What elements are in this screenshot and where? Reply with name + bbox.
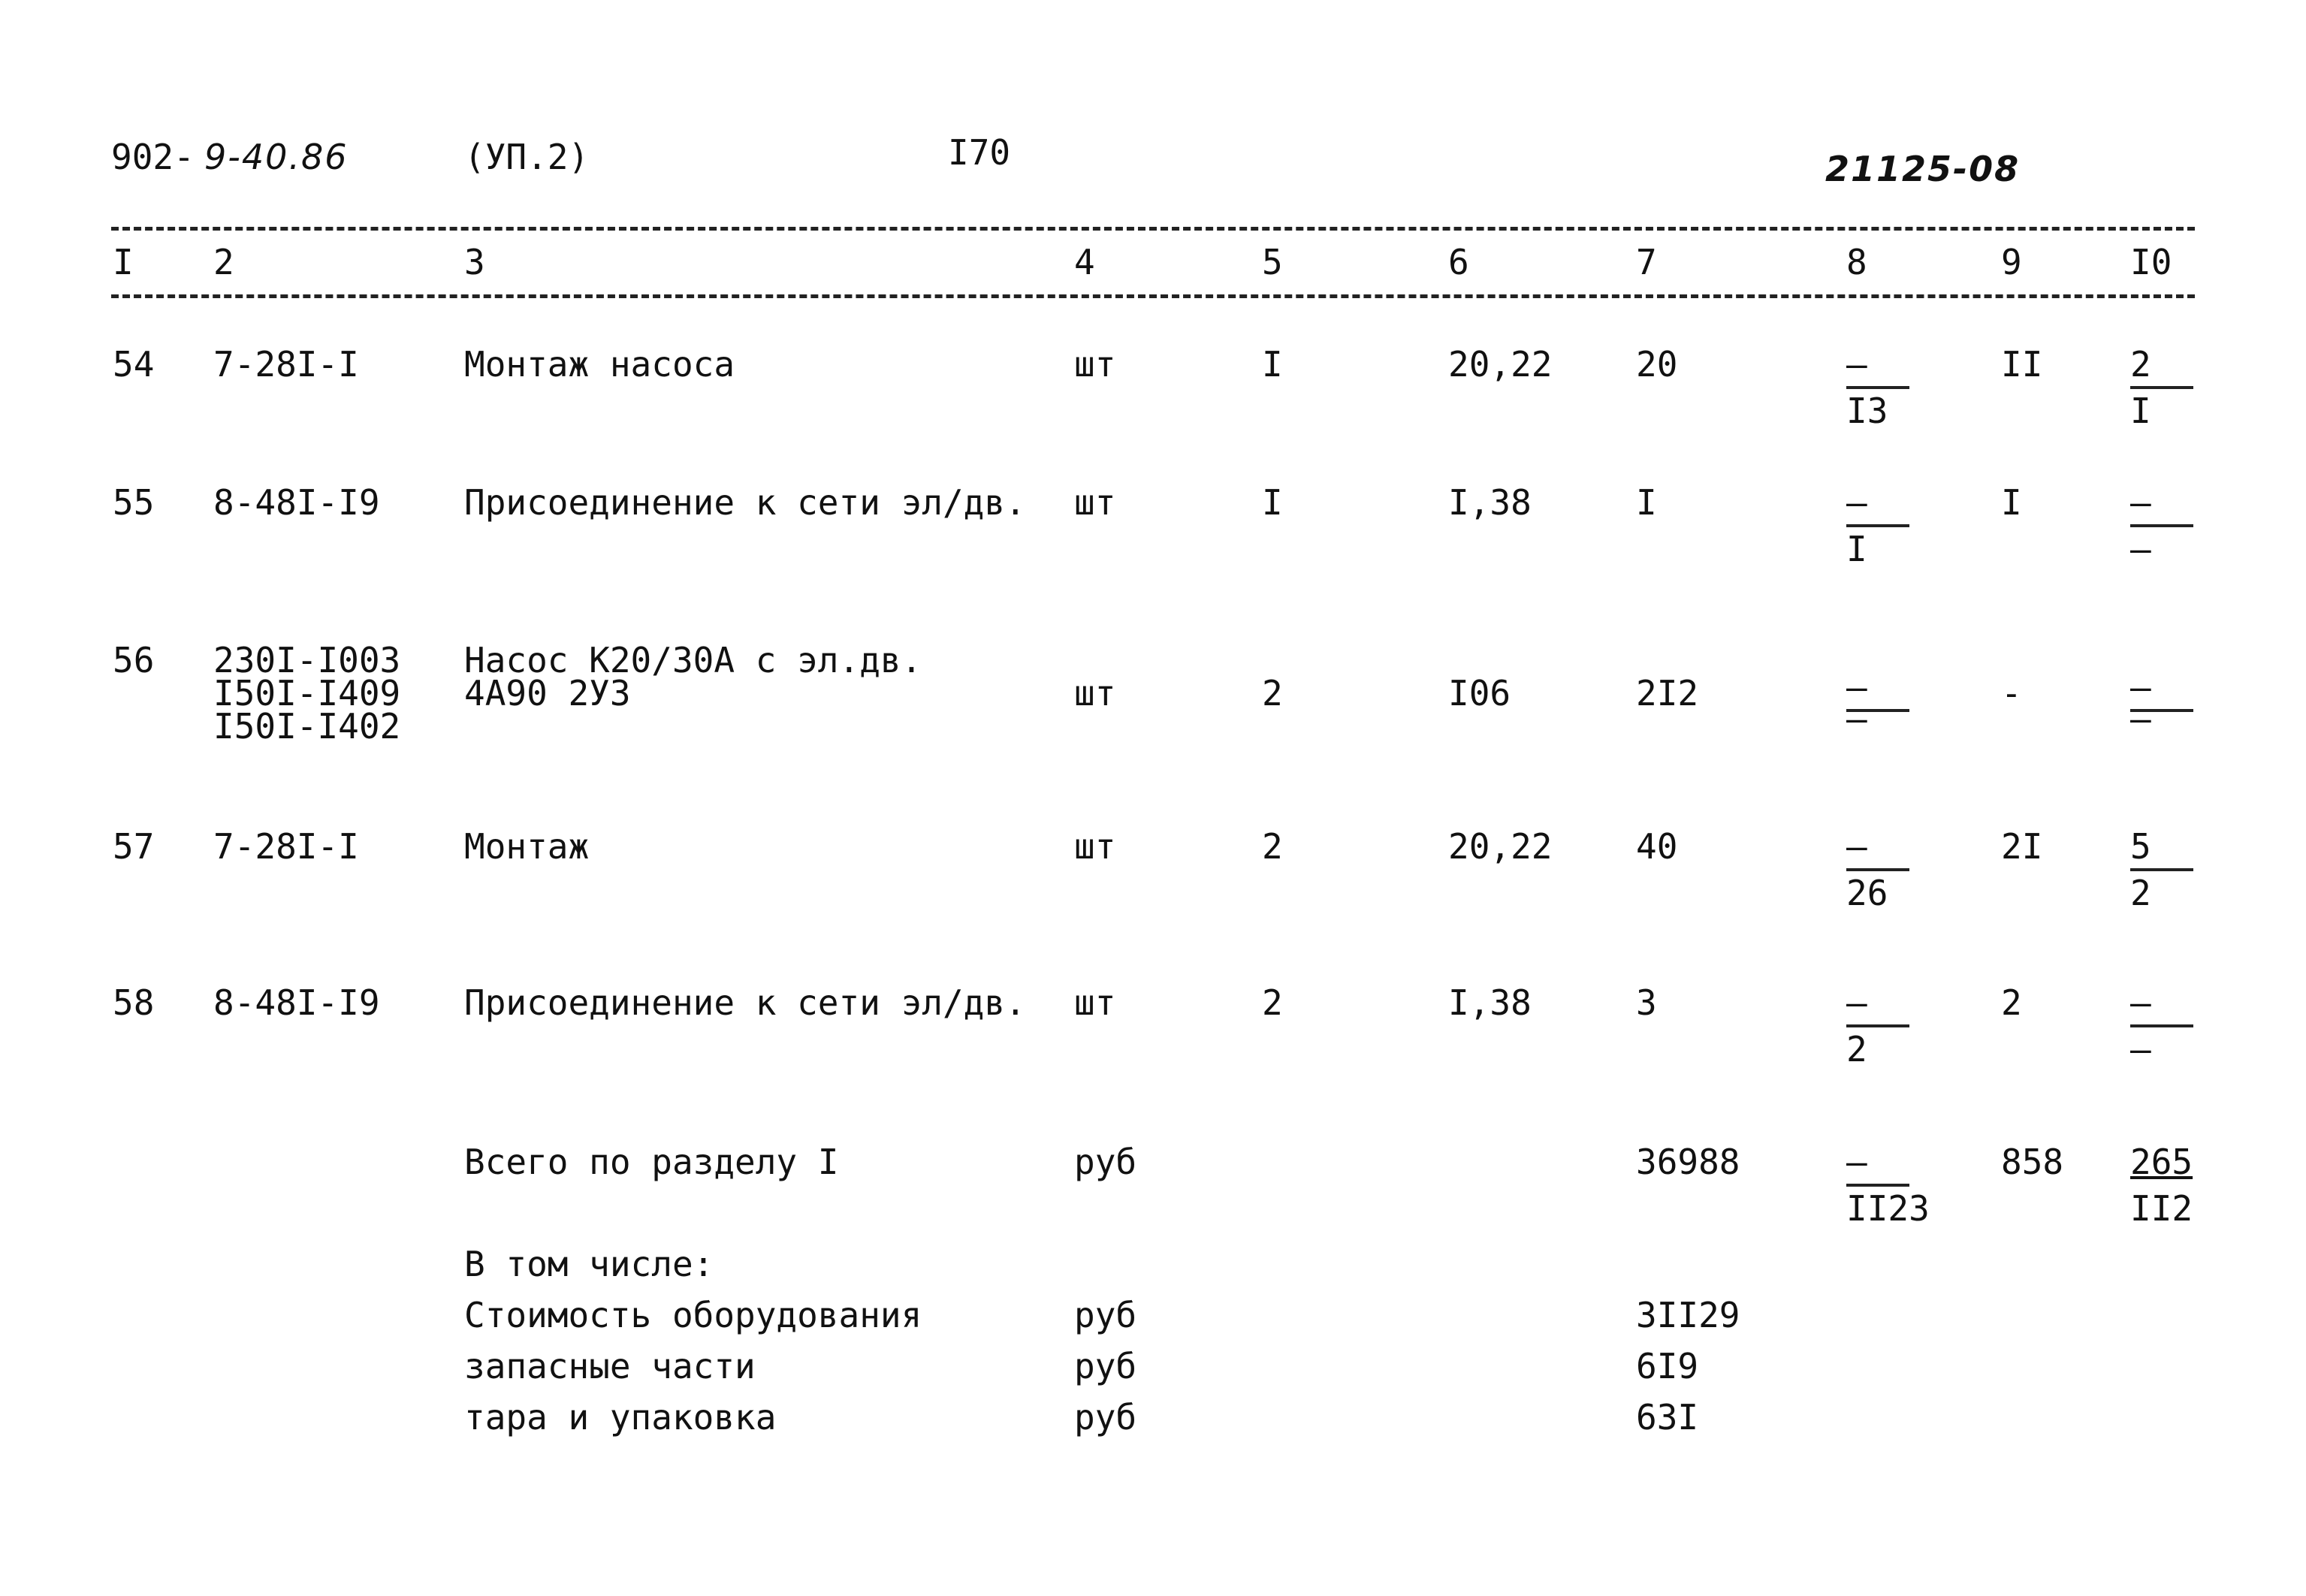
breakdown-value: 63I [1636, 1397, 1699, 1438]
row-col9: I [2001, 482, 2022, 523]
breakdown-label: тара и упаковка [464, 1397, 777, 1438]
fraction-bottom: – [2130, 529, 2151, 569]
row-total: I [1636, 482, 1657, 523]
section-total-col8-fraction [1846, 1142, 1944, 1229]
fraction-bar [1846, 1184, 1909, 1187]
fraction-bar [2130, 1024, 2193, 1027]
fraction-bottom: 26 [1846, 873, 1888, 913]
col-header-9: 9 [2001, 242, 2022, 282]
col-header-4: 4 [1074, 242, 1095, 282]
fraction-bottom: I [2130, 391, 2151, 431]
fraction-bar [2130, 524, 2193, 527]
row-name: Присоединение к сети эл/дв. [464, 482, 1026, 523]
fraction-bar [2130, 868, 2193, 871]
row-name-line: Насос К20/30А с эл.дв. [464, 640, 922, 680]
stamp-number: 21125-08 [1825, 149, 2021, 189]
section-total-value: 36988 [1636, 1142, 1740, 1182]
col-header-1: I [113, 242, 134, 282]
row-code: 7-28I-I [213, 826, 359, 867]
fraction-top: 2 [2130, 344, 2151, 385]
including-label: В том числе: [464, 1244, 714, 1284]
col-header-8: 8 [1846, 242, 1867, 282]
fraction-bottom: I [1846, 529, 1867, 569]
row-name: Монтаж [464, 826, 590, 867]
fraction-top: – [1846, 667, 1867, 707]
row-col8-fraction [1846, 482, 1929, 569]
fraction-top: – [1846, 1142, 1867, 1182]
col-header-10: I0 [2130, 242, 2172, 282]
page-number: I70 [948, 132, 1011, 173]
row-col10-fraction [2130, 826, 2213, 913]
row-code: 8-48I-I9 [213, 482, 380, 523]
doc-code-printed: 902- [111, 137, 195, 177]
fraction-bottom: – [2130, 1029, 2151, 1070]
row-unit: шт [1074, 982, 1116, 1023]
fraction-bottom: 2 [2130, 873, 2151, 913]
fraction-bar [1846, 524, 1909, 527]
breakdown-unit: руб [1074, 1295, 1137, 1335]
fraction-bottom: – [2130, 698, 2151, 739]
fraction-top: 265 [2130, 1142, 2193, 1182]
fraction-bar [1846, 868, 1909, 871]
section-total-unit: руб [1074, 1142, 1137, 1182]
row-number: 54 [113, 344, 155, 385]
fraction-bar [1846, 1024, 1909, 1027]
row-price: I,38 [1448, 482, 1532, 523]
volume-label: (УП.2) [464, 137, 590, 177]
breakdown-label: Стоимость оборудования [464, 1295, 922, 1335]
row-col10-fraction [2130, 982, 2213, 1070]
row-price: I,38 [1448, 982, 1532, 1023]
row-qty: 2 [1262, 982, 1283, 1023]
row-qty: 2 [1262, 673, 1283, 714]
col-header-3: 3 [464, 242, 485, 282]
row-total: 2I2 [1636, 673, 1699, 714]
section-total-label: Всего по разделу I [464, 1142, 839, 1182]
fraction-top: – [2130, 482, 2151, 523]
fraction-top: – [1846, 982, 1867, 1023]
fraction-top: – [1846, 826, 1867, 867]
row-col9: 2 [2001, 982, 2022, 1023]
row-col8-fraction [1846, 667, 1929, 753]
row-unit: шт [1074, 482, 1116, 523]
row-code-line: 230I-I003 [213, 640, 401, 680]
row-col10-fraction [2130, 482, 2213, 569]
breakdown-unit: руб [1074, 1397, 1137, 1438]
row-price: 20,22 [1448, 826, 1553, 867]
fraction-top: – [2130, 667, 2151, 707]
row-code-line: I50I-I402 [213, 706, 401, 747]
doc-code-handwritten: 9-40.86 [204, 137, 349, 177]
row-number: 57 [113, 826, 155, 867]
row-number: 58 [113, 982, 155, 1023]
row-qty: 2 [1262, 826, 1283, 867]
col-header-6: 6 [1448, 242, 1469, 282]
fraction-top: 5 [2130, 826, 2151, 867]
row-number: 55 [113, 482, 155, 523]
header-rule-top [111, 227, 2195, 231]
fraction-bottom: II2 [2130, 1188, 2193, 1229]
row-col8-fraction [1846, 826, 1929, 913]
col-header-7: 7 [1636, 242, 1657, 282]
row-total: 20 [1636, 344, 1678, 385]
row-qty: I [1262, 344, 1283, 385]
row-name: Монтаж насоса [464, 344, 735, 385]
section-total-col9: 858 [2001, 1142, 2064, 1182]
row-col8-fraction [1846, 344, 1929, 431]
row-total: 3 [1636, 982, 1657, 1023]
row-price: I06 [1448, 673, 1511, 714]
row-col9: 2I [2001, 826, 2043, 867]
fraction-bottom: II23 [1846, 1188, 1930, 1229]
header-rule-bottom [111, 294, 2195, 298]
row-name: Присоединение к сети эл/дв. [464, 982, 1026, 1023]
row-unit: шт [1074, 344, 1116, 385]
fraction-top: – [1846, 344, 1867, 385]
row-code-line: I50I-I409 [213, 673, 401, 714]
breakdown-unit: руб [1074, 1346, 1137, 1386]
fraction-bottom: 2 [1846, 1029, 1867, 1070]
fraction-top: – [1846, 482, 1867, 523]
breakdown-value: 3II29 [1636, 1295, 1740, 1335]
fraction-bottom: I3 [1846, 391, 1888, 431]
row-col9: - [2001, 673, 2022, 714]
fraction-top: – [2130, 982, 2151, 1023]
breakdown-label: запасные части [464, 1346, 756, 1386]
section-total-col10-fraction [2130, 1142, 2213, 1229]
fraction-bar [1846, 386, 1909, 389]
row-col9: II [2001, 344, 2043, 385]
row-total: 40 [1636, 826, 1678, 867]
row-number: 56 [113, 640, 155, 680]
row-code: 8-48I-I9 [213, 982, 380, 1023]
fraction-bottom: – [1846, 698, 1867, 739]
row-code: 7-28I-I [213, 344, 359, 385]
row-col10-fraction [2130, 667, 2213, 753]
row-unit: шт [1074, 826, 1116, 867]
row-name-line: 4А90 2У3 [464, 673, 631, 714]
breakdown-value: 6I9 [1636, 1346, 1699, 1386]
col-header-2: 2 [213, 242, 234, 282]
col-header-5: 5 [1262, 242, 1283, 282]
row-col8-fraction [1846, 982, 1929, 1070]
row-unit: шт [1074, 673, 1116, 714]
row-qty: I [1262, 482, 1283, 523]
fraction-bar [2130, 386, 2193, 389]
row-price: 20,22 [1448, 344, 1553, 385]
row-col10-fraction [2130, 344, 2213, 431]
